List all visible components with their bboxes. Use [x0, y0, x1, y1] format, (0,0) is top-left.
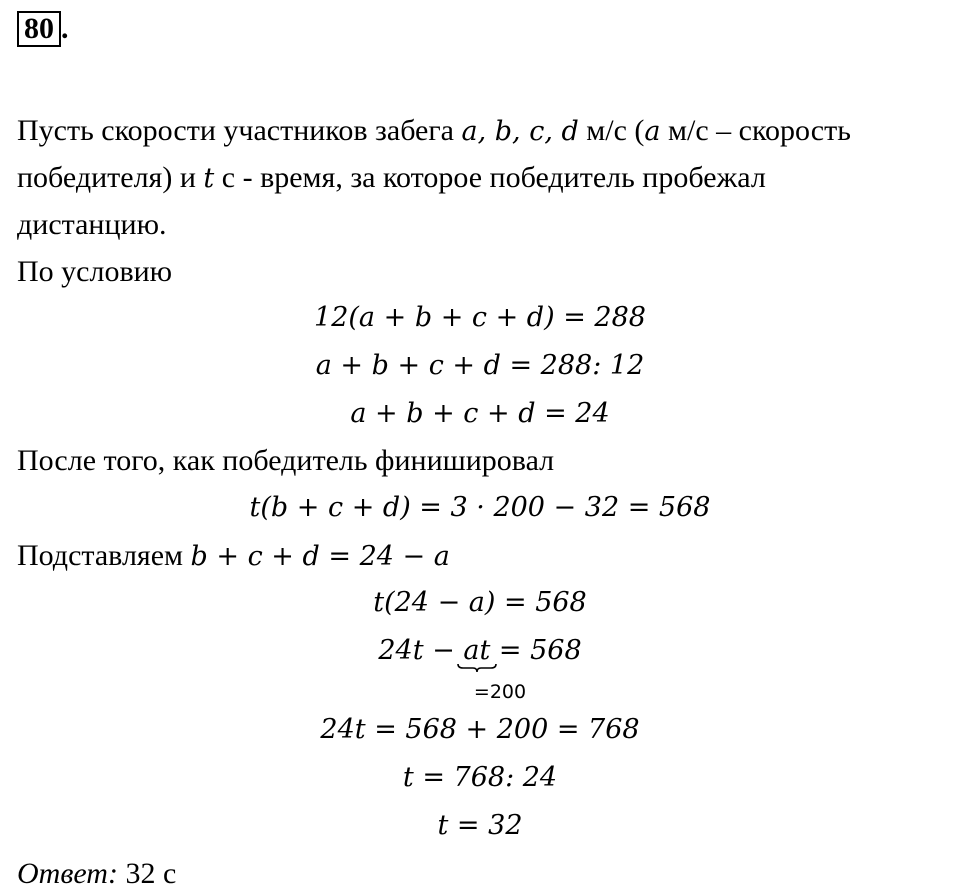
- problem-number: 80: [17, 11, 61, 47]
- time-variable: t: [203, 163, 215, 194]
- substitute-expression: b + c + d = 24 − a: [190, 541, 450, 572]
- intro-line-2: [17, 160, 766, 197]
- equation-1: 12(a + b + c + d) = 288: [314, 302, 646, 333]
- equation-6: [0, 633, 960, 669]
- answer-value: 32 с: [117, 857, 177, 890]
- underbrace-term-text: at: [463, 635, 491, 666]
- underbrace-note: =200: [473, 681, 527, 703]
- condition-label: По условию: [17, 255, 173, 288]
- underbrace-term: [463, 633, 490, 669]
- answer-line: [17, 856, 176, 892]
- equation-6-right: = 568: [490, 635, 582, 666]
- intro-text-2: м/с (: [578, 114, 645, 147]
- after-finish-label: После того, как победитель финишировал: [17, 444, 555, 477]
- intro-text-5: с - время, за которое победитель пробежал: [214, 161, 766, 194]
- winner-speed-variable: a: [644, 116, 661, 147]
- equation-6-left: 24t −: [378, 635, 464, 666]
- equation-8: t = 768: 24: [402, 762, 558, 793]
- problem-number-badge: [17, 12, 69, 46]
- equation-3: a + b + c + d = 24: [350, 398, 610, 429]
- intro-line-1: [17, 113, 851, 150]
- equation-5: t(24 − a) = 568: [373, 587, 587, 618]
- answer-label: Ответ:: [17, 857, 118, 890]
- equation-2: a + b + c + d = 288: 12: [315, 350, 645, 381]
- substitute-label: Подставляем: [17, 539, 191, 572]
- intro-text-4: победителя) и: [17, 161, 204, 194]
- equation-9: t = 32: [437, 810, 523, 841]
- substitute-line: [17, 538, 450, 575]
- intro-line-3: дистанцию.: [17, 208, 167, 241]
- equation-7: 24t = 568 + 200 = 768: [320, 714, 640, 745]
- problem-number-suffix: .: [61, 12, 69, 45]
- equation-4: t(b + c + d) = 3 · 200 − 32 = 568: [249, 492, 711, 523]
- intro-text-1: Пусть скорости участников забега: [17, 114, 462, 147]
- speed-variables: a, b, c, d: [461, 116, 579, 147]
- intro-text-3: м/с – скорость: [660, 114, 851, 147]
- underbrace-icon: [457, 663, 497, 673]
